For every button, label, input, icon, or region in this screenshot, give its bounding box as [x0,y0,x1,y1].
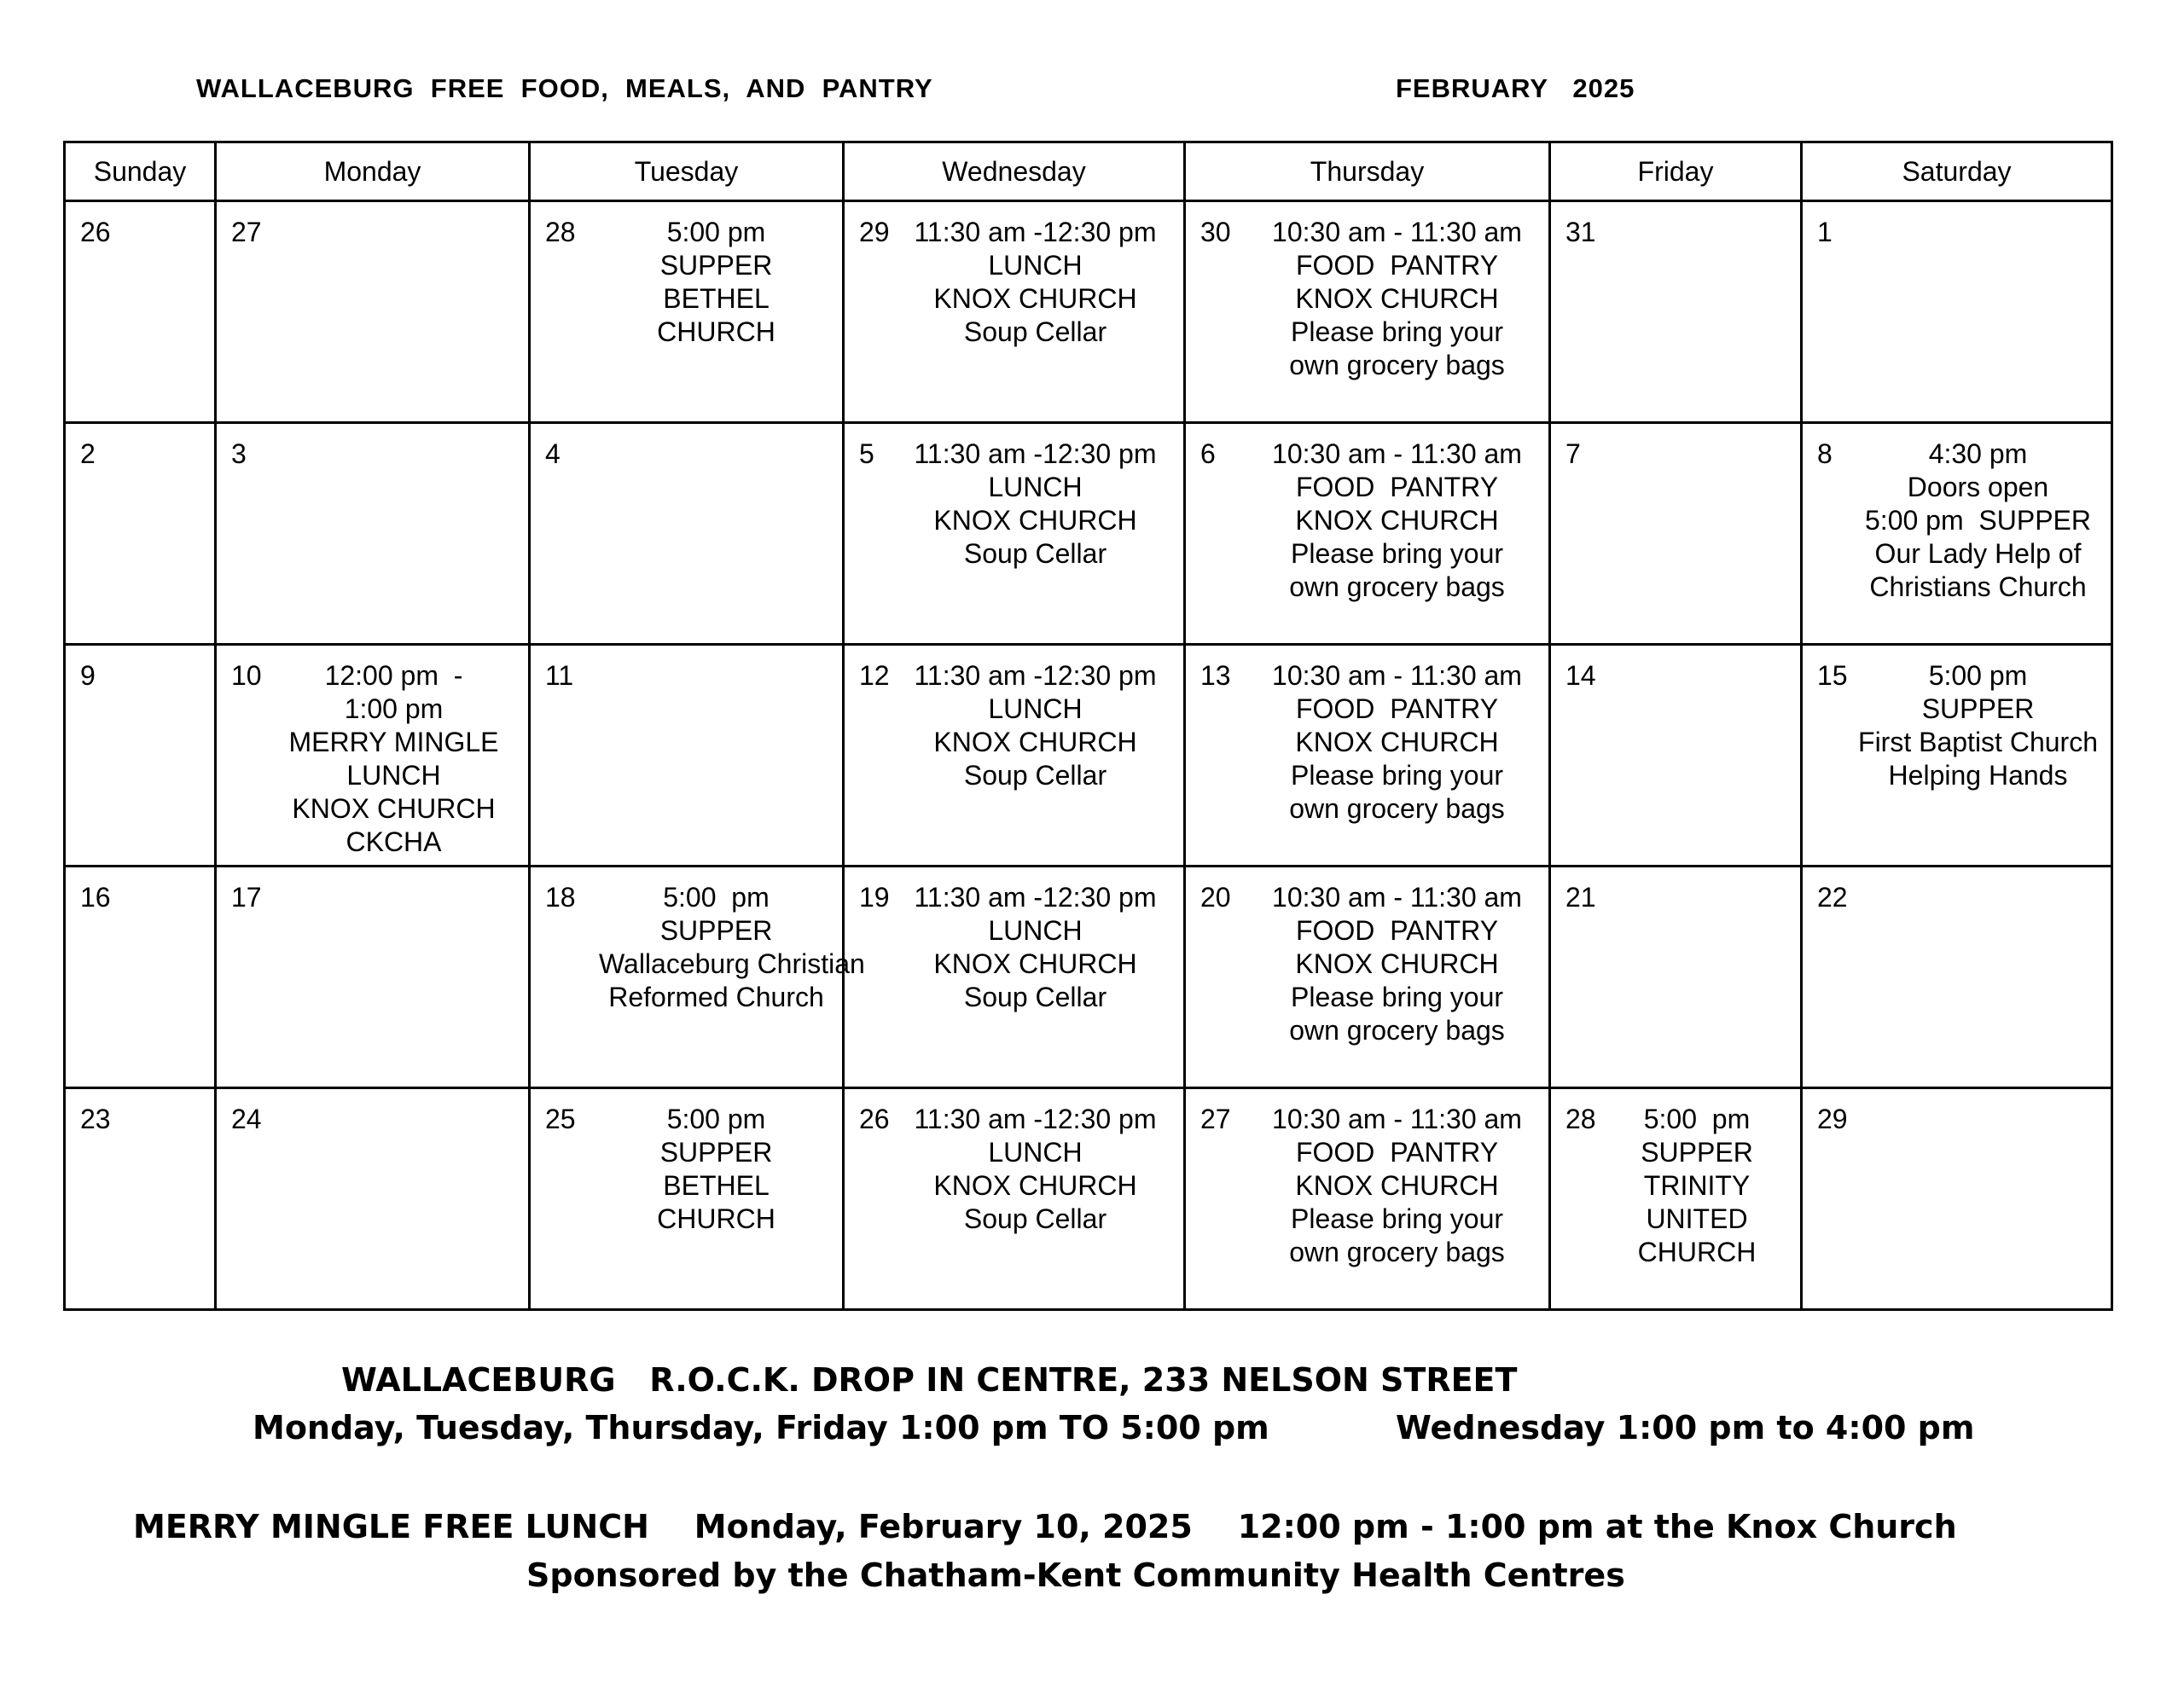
day-number: 3 [231,438,247,469]
event-line: KNOX CHURCH [1295,948,1499,979]
day-number: 12 [859,660,890,691]
event-time: 11:30 am -12:30 pm [914,438,1157,469]
event-line: Soup Cellar [963,1203,1107,1234]
event-time: 5:00 pm [666,217,766,247]
calendar-day-cell [1185,423,1550,645]
day-number: 14 [1565,660,1596,691]
event-time: 11:30 am -12:30 pm [914,882,1157,913]
calendar-day-cell [530,645,844,867]
rock-centre-title: WALLACEBURG R.O.C.K. DROP IN CENTRE, 233 NELSON STREET [341,1361,1518,1399]
calendar-day-cell [844,1088,1185,1310]
calendar-day-cell [1550,1088,1802,1310]
weekday-header-saturday: Saturday [1802,142,2112,201]
calendar-day-cell [844,201,1185,423]
calendar-week-row [65,867,2112,1088]
event-line: KNOX CHURCH [933,1170,1137,1201]
calendar-week-row [65,1088,2112,1310]
calendar-day-cell [216,867,530,1088]
calendar-week-row [65,423,2112,645]
event-time: 5:00 pm [1643,1104,1751,1134]
event-details [531,881,865,1014]
day-number: 7 [1565,438,1581,469]
event-line: KNOX CHURCH [1295,1170,1499,1201]
event-time: 10:30 am - 11:30 am [1272,882,1522,913]
calendar-day-cell [530,423,844,645]
event-details [845,659,1183,792]
calendar-week-row [65,645,2112,867]
day-number: 16 [80,882,111,913]
event-line: own grocery bags [1289,793,1505,824]
event-time: 10:30 am - 11:30 am [1272,660,1522,691]
event-line: LUNCH [988,915,1083,946]
event-line: SUPPER [1641,1137,1753,1168]
event-line: Please bring your [1290,1203,1504,1234]
event-line: FOOD PANTRY [1295,693,1499,724]
event-line: CKCHA [346,826,442,857]
calendar-day-cell [65,867,216,1088]
event-line: Helping Hands [1888,760,2068,791]
event-line: UNITED [1646,1203,1748,1234]
event-line: Please bring your [1290,316,1504,347]
event-details [1803,438,2111,604]
event-line: FOOD PANTRY [1295,250,1499,281]
day-number: 6 [1200,438,1216,469]
event-line: Soup Cellar [963,316,1107,347]
calendar-day-cell [216,423,530,645]
event-time: 10:30 am - 11:30 am [1272,438,1522,469]
rock-centre-hours-weekdays: Monday, Tuesday, Thursday, Friday 1:00 pm TO 5:00 pm [253,1409,1269,1446]
day-number: 17 [231,882,262,913]
event-time: 5:00 pm [666,1104,766,1134]
event-line: FOOD PANTRY [1295,472,1499,502]
event-details [1186,881,1548,1047]
event-details [1186,659,1548,826]
event-line: FOOD PANTRY [1295,1137,1499,1168]
event-line: LUNCH [988,1137,1083,1168]
day-number: 20 [1200,882,1231,913]
event-line: LUNCH [988,693,1083,724]
day-number: 5 [859,438,874,469]
calendar-day-cell [530,201,844,423]
event-time: 5:00 pm [663,882,770,913]
event-line: CHURCH [1637,1237,1757,1267]
calendar-day-cell [1550,867,1802,1088]
event-line: 1:00 pm [344,693,444,724]
event-line: First Baptist Church [1858,727,2098,757]
day-number: 21 [1565,882,1596,913]
event-line: CHURCH [657,316,775,347]
merry-mingle-notice: MERRY MINGLE FREE LUNCH Monday, February 10, 2025 12:00 pm - 1:00 pm at the Knox Church [133,1508,1957,1545]
event-time: 11:30 am -12:30 pm [914,217,1157,247]
event-details [531,1103,842,1236]
day-number: 26 [859,1104,890,1134]
day-number: 28 [1565,1104,1596,1134]
event-time: 10:30 am - 11:30 am [1272,217,1522,247]
event-line: SUPPER [659,250,773,281]
day-number: 27 [231,217,262,247]
day-number: 31 [1565,217,1596,247]
event-line: TRINITY [1643,1170,1751,1201]
event-time: 11:30 am -12:30 pm [914,1104,1157,1134]
event-line: LUNCH [988,250,1083,281]
day-number: 15 [1817,660,1848,691]
rock-centre-hours-wednesday: Wednesday 1:00 pm to 4:00 pm [1396,1409,1975,1446]
day-number: 27 [1200,1104,1231,1134]
day-number: 28 [545,217,576,247]
calendar-day-cell [1185,867,1550,1088]
event-line: FOOD PANTRY [1295,915,1499,946]
calendar-table [63,141,2113,1311]
event-line: KNOX CHURCH [933,283,1137,314]
event-line: KNOX CHURCH [933,505,1137,536]
calendar-day-cell [1550,423,1802,645]
calendar-day-cell [1185,645,1550,867]
day-number: 8 [1817,438,1833,469]
event-line: Please bring your [1290,760,1504,791]
event-details [845,438,1183,571]
event-line: KNOX CHURCH [933,727,1137,757]
calendar-day-cell [216,1088,530,1310]
day-number: 29 [1817,1104,1848,1134]
calendar-day-cell [1185,201,1550,423]
event-line: MERRY MINGLE [288,727,499,757]
calendar-day-cell [844,423,1185,645]
event-time: 12:00 pm - [324,660,463,691]
event-details [531,216,842,349]
weekday-header-tuesday: Tuesday [530,142,844,201]
event-time: 11:30 am -12:30 pm [914,660,1157,691]
event-line: Our Lady Help of [1874,538,2082,569]
calendar-day-cell [65,423,216,645]
calendar-day-cell [1802,201,2112,423]
weekday-header-thursday: Thursday [1185,142,1550,201]
day-number: 24 [231,1104,262,1134]
calendar-day-cell [1802,645,2112,867]
event-line: Christians Church [1869,571,2087,602]
day-number: 1 [1817,217,1833,247]
event-line: SUPPER [659,1137,773,1168]
event-line: KNOX CHURCH [1295,727,1499,757]
weekday-header-wednesday: Wednesday [844,142,1185,201]
event-line: own grocery bags [1289,1015,1505,1046]
day-number: 22 [1817,882,1848,913]
calendar-day-cell [1550,645,1802,867]
calendar-day-cell [1802,423,2112,645]
calendar-day-cell [844,645,1185,867]
calendar-day-cell [1550,201,1802,423]
calendar-day-cell [1802,867,2112,1088]
day-number: 18 [545,882,576,913]
event-line: KNOX CHURCH [292,793,496,824]
day-number: 26 [80,217,111,247]
event-line: SUPPER [1921,693,2035,724]
event-line: own grocery bags [1289,350,1505,380]
day-number: 25 [545,1104,576,1134]
calendar-day-cell [65,1088,216,1310]
event-time: 4:30 pm [1928,438,2028,469]
calendar-day-cell [1802,1088,2112,1310]
event-line: KNOX CHURCH [1295,505,1499,536]
event-line: Please bring your [1290,982,1504,1012]
sponsor-notice: Sponsored by the Chatham-Kent Community Health Centres [526,1557,1625,1594]
event-line: CHURCH [657,1203,775,1234]
event-details [845,881,1183,1014]
event-line: BETHEL [663,1170,770,1201]
day-number: 19 [859,882,890,913]
calendar-day-cell [65,201,216,423]
event-details [1186,438,1548,604]
weekday-header-sunday: Sunday [65,142,216,201]
day-number: 30 [1200,217,1231,247]
day-number: 9 [80,660,96,691]
event-time: 10:30 am - 11:30 am [1272,1104,1522,1134]
event-details [217,659,528,859]
event-details [1551,1103,1800,1269]
event-line: Soup Cellar [963,538,1107,569]
page-title: WALLACEBURG FREE FOOD, MEALS, AND PANTRY [196,73,933,103]
calendar-day-cell [216,201,530,423]
calendar-day-cell [1185,1088,1550,1310]
event-line: SUPPER [659,915,773,946]
event-line: KNOX CHURCH [1295,283,1499,314]
month-title: FEBRUARY 2025 [1396,73,1635,103]
calendar-day-cell [844,867,1185,1088]
event-line: own grocery bags [1289,1237,1505,1267]
day-number: 11 [545,660,574,691]
event-time: 5:00 pm [1928,660,2028,691]
event-details [845,1103,1183,1236]
weekday-header-row [65,142,2112,201]
event-line: Please bring your [1290,538,1504,569]
day-number: 4 [545,438,561,469]
calendar-week-row [65,201,2112,423]
event-line: Wallaceburg Christian [599,948,865,979]
calendar-day-cell [216,645,530,867]
event-line: LUNCH [346,760,441,791]
event-line: Doors open [1907,472,2049,502]
event-line: own grocery bags [1289,571,1505,602]
weekday-header-friday: Friday [1550,142,1802,201]
event-line: Soup Cellar [963,760,1107,791]
event-line: LUNCH [988,472,1083,502]
day-number: 13 [1200,660,1231,691]
event-details [1803,659,2111,792]
calendar-day-cell [530,867,865,1088]
day-number: 2 [80,438,96,469]
day-number: 10 [231,660,262,691]
calendar-day-cell [65,645,216,867]
event-line: BETHEL [663,283,770,314]
event-line: Soup Cellar [963,982,1107,1012]
calendar-day-cell [530,1088,844,1310]
event-details [1186,216,1548,382]
event-line: KNOX CHURCH [933,948,1137,979]
weekday-header-monday: Monday [216,142,530,201]
event-details [845,216,1183,349]
event-line: Reformed Church [608,982,824,1012]
day-number: 23 [80,1104,111,1134]
event-details [1186,1103,1548,1269]
event-line: 5:00 pm SUPPER [1865,505,2091,536]
day-number: 29 [859,217,890,247]
